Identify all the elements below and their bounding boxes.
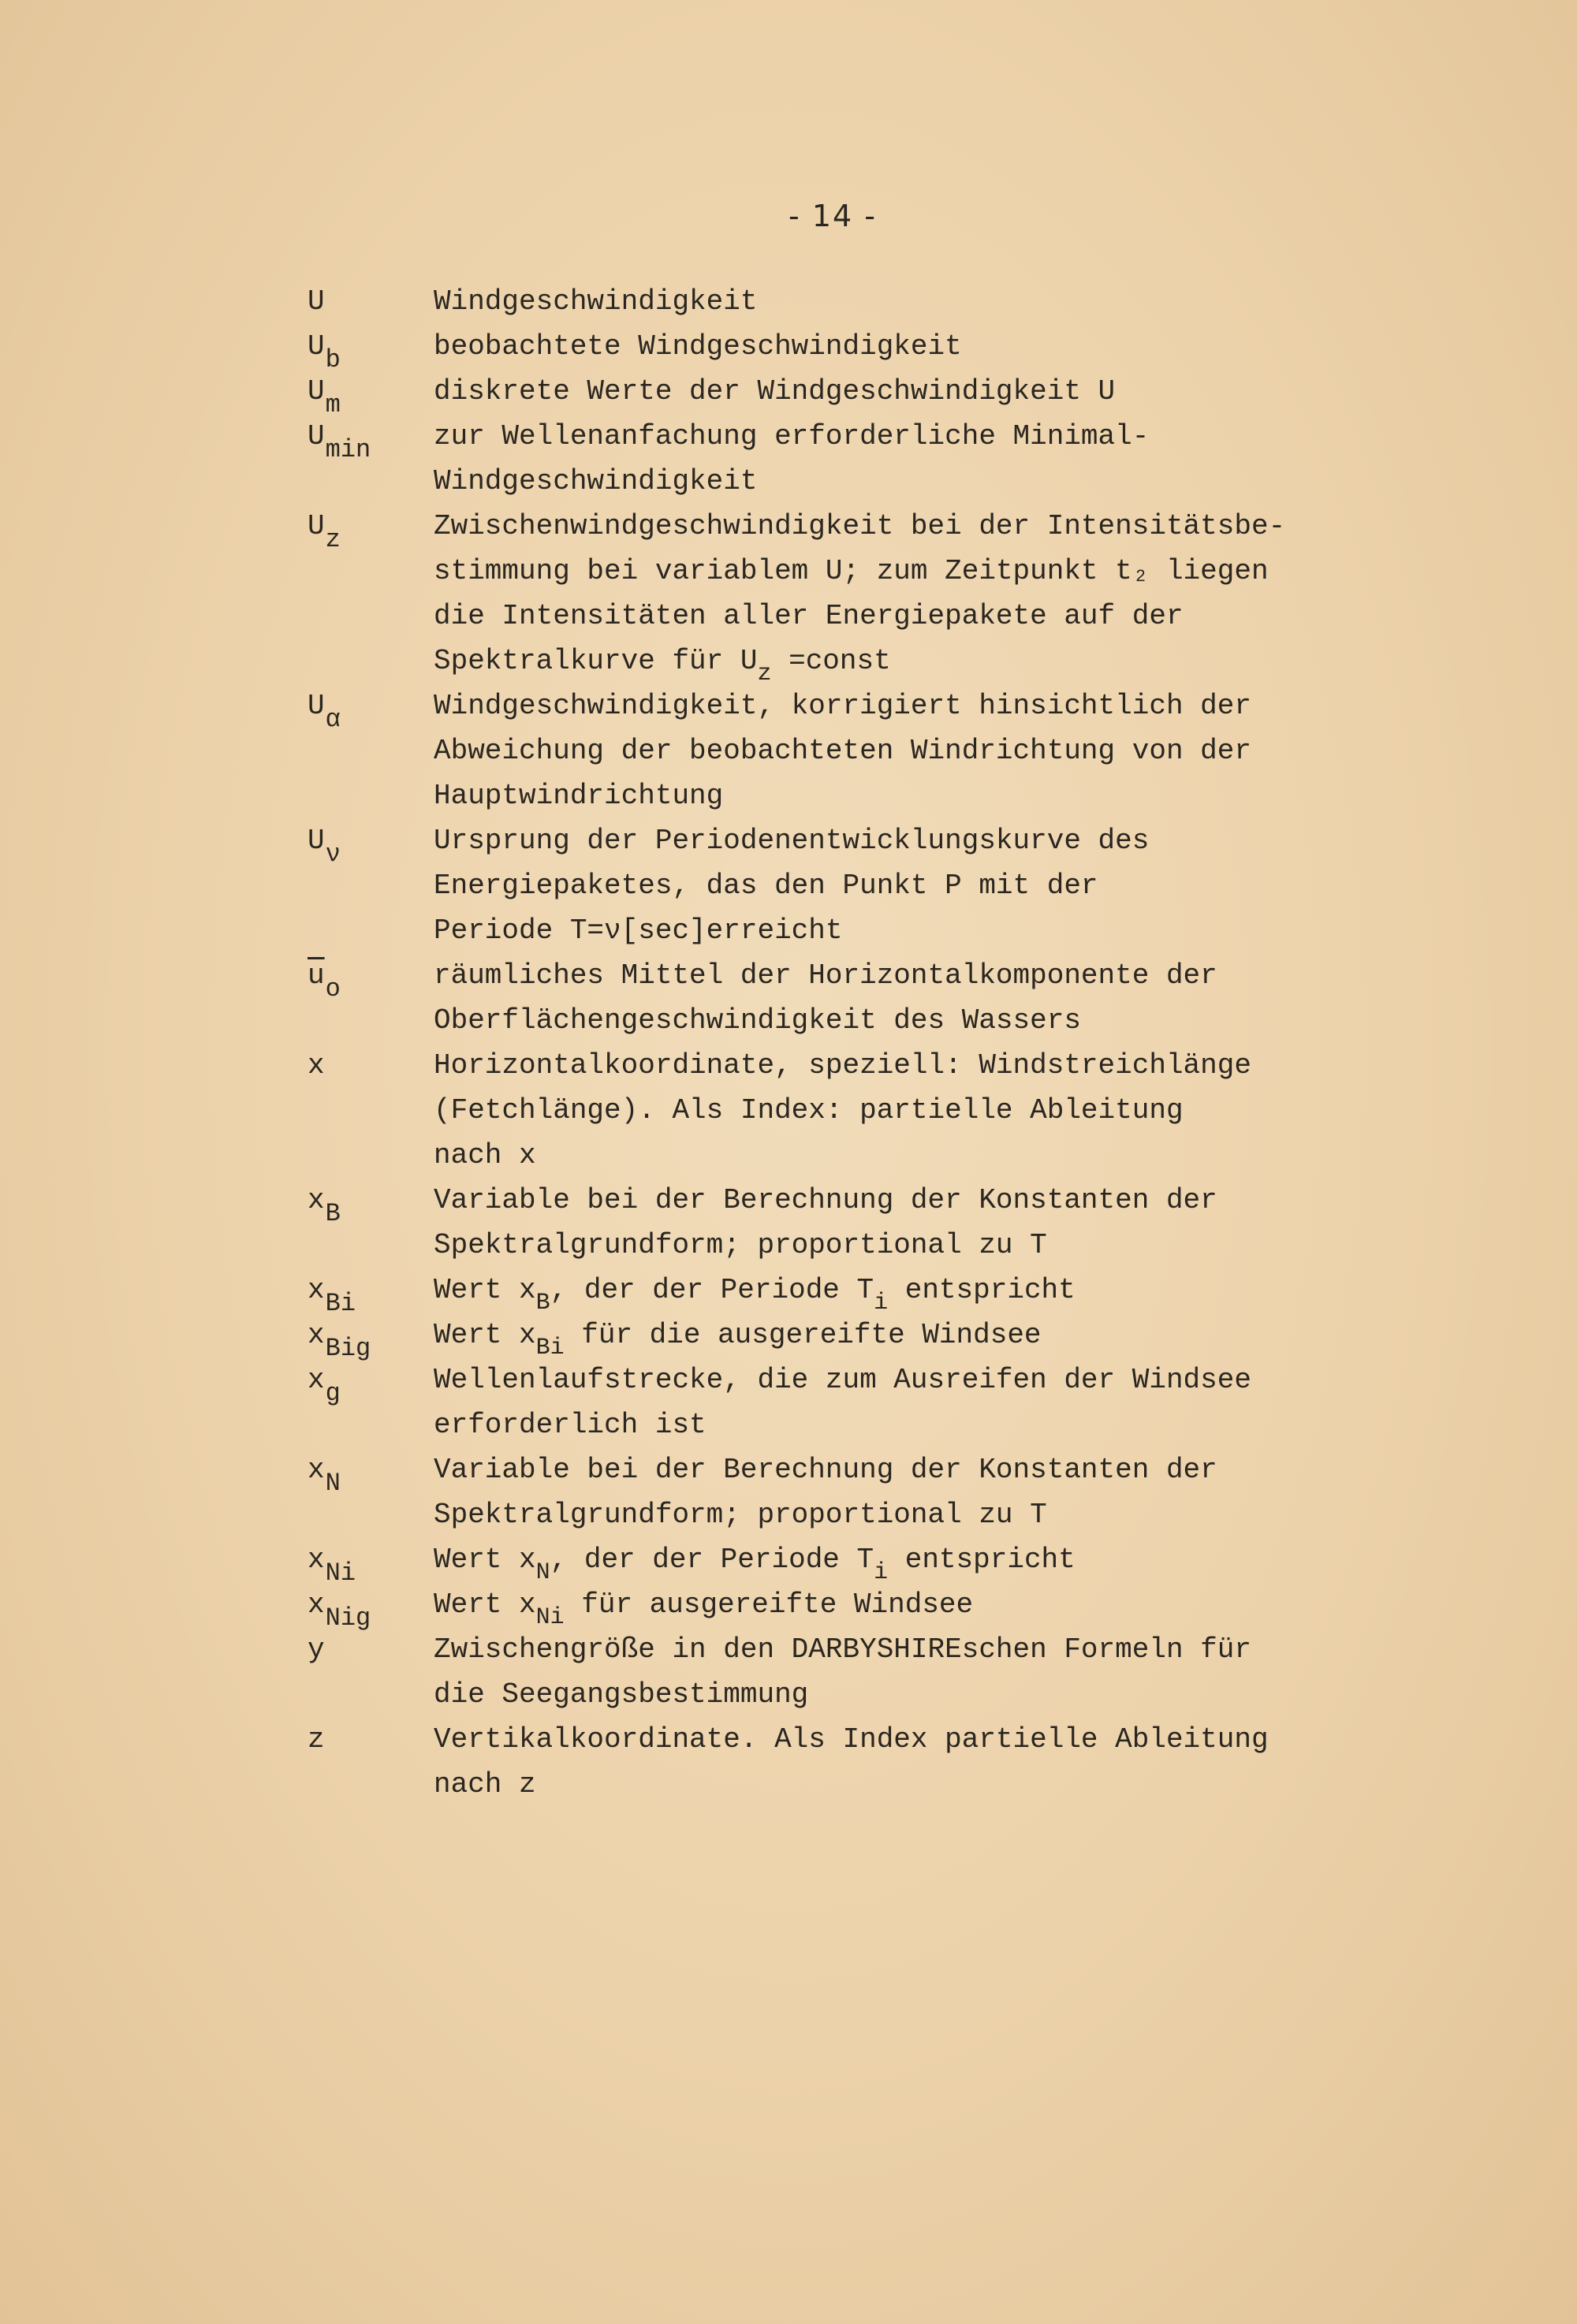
glossary-definition [434,1268,1364,1317]
glossary-symbol [308,324,341,374]
definition-line: Spektralgrundform; proportional zu T [434,1499,1047,1531]
definition-line: Wellenlaufstrecke, die zum Ausreifen der Windsee [434,1364,1251,1396]
glossary-entry [0,1268,1577,1318]
glossary-entry [0,504,1577,687]
symbol-base: U [308,690,325,722]
glossary-definition [434,1358,1364,1447]
definition-line: Wert $x_{Ni}$ für ausgereifte Windsee [434,1588,974,1631]
definition-line: die Intensitäten aller Energiepakete auf der [434,600,1184,632]
glossary-entry [0,279,1577,324]
definition-line: Windgeschwindigkeit, korrigiert hinsichtlich der [434,690,1251,722]
symbol-base: x [308,1454,325,1486]
glossary-definition [434,279,1364,324]
symbol-glossary [0,279,1577,1807]
symbol-subscript: m [325,390,341,419]
symbol-subscript: ν [325,840,341,869]
symbol-base: U [308,510,325,542]
symbol-base: x [308,1274,325,1306]
definition-line: Horizontalkoordinate, speziell: Windstreichlänge [434,1049,1251,1082]
symbol-base: x [308,1049,325,1082]
glossary-symbol [308,1358,341,1408]
definition-line: Windgeschwindigkeit [434,285,758,318]
symbol-base: x [308,1364,325,1396]
symbol-base: U [308,330,325,363]
glossary-entry [0,1717,1577,1807]
definition-line: Variable bei der Berechnung der Konstanten der [434,1184,1217,1216]
definition-line: Energiepaketes, das den Punkt P mit der [434,870,1098,902]
definition-line: Zwischenwindgeschwindigkeit bei der Intensitätsbe- [434,510,1286,542]
definition-line: Wert $x_N$, der der Periode $T_i$ entspricht [434,1544,1076,1586]
definition-line: Hauptwindrichtung [434,780,724,812]
glossary-symbol [308,1447,341,1498]
definition-line: die Seegangsbestimmung [434,1678,809,1711]
symbol-subscript: o [325,974,341,1004]
glossary-symbol [308,1717,325,1762]
glossary-entry [0,1537,1577,1588]
glossary-definition [434,1537,1364,1586]
symbol-subscript: Big [325,1334,371,1363]
symbol-subscript: N [325,1469,341,1498]
glossary-definition [434,1627,1364,1717]
glossary-symbol [308,1043,325,1088]
definition-line: erforderlich ist [434,1409,706,1441]
symbol-base: z [308,1723,325,1756]
glossary-entry [0,1358,1577,1447]
symbol-base: y [308,1633,325,1666]
symbol-subscript: Nig [325,1603,371,1633]
glossary-entry [0,1178,1577,1268]
glossary-symbol [308,1178,341,1228]
glossary-definition [434,1582,1364,1631]
glossary-entry [0,1447,1577,1537]
definition-line: beobachtete Windgeschwindigkeit [434,330,962,363]
glossary-definition [434,1043,1364,1178]
symbol-base: U [308,825,325,857]
glossary-symbol [308,1537,356,1588]
symbol-subscript: Ni [325,1559,356,1588]
glossary-entry [0,953,1577,1043]
glossary-symbol [308,1627,325,1672]
symbol-base: x [308,1184,325,1216]
definition-line: Oberflächengeschwindigkeit des Wassers [434,1004,1081,1037]
glossary-symbol [308,953,341,1004]
definition-line: Spektralgrundform; proportional zu T [434,1229,1047,1261]
symbol-subscript: Bi [325,1289,356,1318]
symbol-base: x [308,1319,325,1351]
definition-line: nach z [434,1768,536,1801]
glossary-entry [0,1043,1577,1178]
glossary-entry [0,324,1577,374]
glossary-symbol [308,414,371,464]
glossary-symbol [308,1268,356,1318]
page-number: - 14 - [788,199,877,233]
glossary-entry [0,1627,1577,1717]
definition-line: Zwischengröße in den DARBYSHIREschen Formeln für [434,1633,1251,1666]
glossary-entry [0,414,1577,504]
definition-line: stimmung bei variablem U; zum Zeitpunkt t₂ liegen [434,555,1269,587]
definition-line: diskrete Werte der Windgeschwindigkeit U [434,375,1116,408]
definition-line: (Fetchlänge). Als Index: partielle Ableitung [434,1094,1184,1127]
symbol-subscript: α [325,705,341,734]
symbol-subscript: min [325,435,371,464]
symbol-base: x [308,1544,325,1576]
symbol-base: U [308,375,325,408]
definition-line: zur Wellenanfachung erforderliche Minimal- [434,420,1150,453]
glossary-definition [434,953,1364,1043]
symbol-base: $\overline{u}$ [308,959,325,992]
symbol-base: U [308,285,325,318]
glossary-definition [434,1178,1364,1268]
glossary-symbol [308,504,341,554]
definition-line: nach x [434,1139,536,1171]
definition-line: Periode T=ν[sec]erreicht [434,914,843,947]
definition-line: Abweichung der beobachteten Windrichtung von der [434,735,1251,767]
symbol-base: U [308,420,325,453]
definition-line: Wert $x_{Bi}$ für die ausgereifte Windsee [434,1319,1042,1361]
symbol-subscript: z [325,525,341,554]
glossary-definition [434,414,1364,504]
glossary-definition [434,1313,1364,1361]
symbol-subscript: g [325,1379,341,1408]
glossary-definition [434,324,1364,369]
symbol-subscript: B [325,1199,341,1228]
definition-line: Windgeschwindigkeit [434,465,758,497]
glossary-definition [434,683,1364,818]
glossary-entry [0,1313,1577,1363]
symbol-subscript: b [325,345,341,374]
glossary-entry [0,818,1577,953]
definition-line: Ursprung der Periodenentwicklungskurve des [434,825,1150,857]
glossary-entry [0,369,1577,419]
definition-line: Wert $x_B$, der der Periode $T_i$ entspricht [434,1274,1076,1317]
glossary-symbol [308,818,341,869]
glossary-entry [0,1582,1577,1633]
glossary-definition [434,1717,1364,1807]
glossary-entry [0,683,1577,818]
symbol-base: x [308,1588,325,1621]
glossary-symbol [308,683,341,734]
glossary-symbol [308,369,341,419]
glossary-definition [434,504,1364,687]
glossary-definition [434,818,1364,953]
definition-line: Spektralkurve für $U_z$ =const [434,645,891,687]
glossary-definition [434,1447,1364,1537]
glossary-symbol [308,1582,371,1633]
glossary-symbol [308,279,325,324]
glossary-definition [434,369,1364,414]
definition-line: räumliches Mittel der Horizontalkomponente der [434,959,1217,992]
glossary-symbol [308,1313,371,1363]
definition-line: Vertikalkoordinate. Als Index partielle Ableitung [434,1723,1269,1756]
definition-line: Variable bei der Berechnung der Konstanten der [434,1454,1217,1486]
